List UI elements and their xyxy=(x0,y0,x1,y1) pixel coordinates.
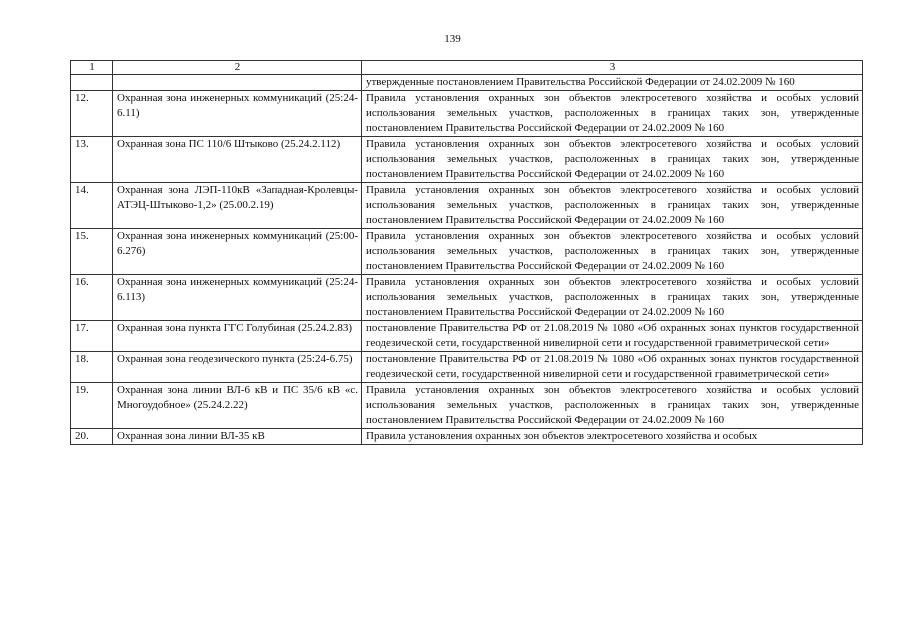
legal-basis: Правила установления охранных зон объектов электросетевого хозяйства и особых условий использования земельных участков, расположенных в границах таких зон, утвержденные постановлением Правительства Российской Федерации от 24.02.2009 № 160 xyxy=(362,91,863,137)
page-number: 139 xyxy=(444,33,461,45)
zone-name: Охранная зона линии ВЛ-6 кВ и ПС 35/6 кВ «с. Многоудобное» (25.24.2.22) xyxy=(113,383,362,429)
legal-basis: Правила установления охранных зон объектов электросетевого хозяйства и особых условий использования земельных участков, расположенных в границах таких зон, утвержденные постановлением Правительства Российской Федерации от 24.02.2009 № 160 xyxy=(362,275,863,321)
zones-table xyxy=(70,60,863,445)
row-number: 15. xyxy=(71,229,113,275)
table-row xyxy=(71,91,863,137)
zone-name: Охранная зона ЛЭП-110кВ «Западная-Кролевцы-АТЭЦ-Штыково-1,2» (25.00.2.19) xyxy=(113,183,362,229)
header-col-1: 1 xyxy=(71,61,113,75)
zone-name: Охранная зона ПС 110/6 Штыково (25.24.2.112) xyxy=(113,137,362,183)
zone-name: Охранная зона пункта ГГС Голубиная (25.24.2.83) xyxy=(113,321,362,352)
row-number: 12. xyxy=(71,91,113,137)
table-row xyxy=(71,352,863,383)
row-number: 19. xyxy=(71,383,113,429)
row-number: 14. xyxy=(71,183,113,229)
legal-basis: постановление Правительства РФ от 21.08.2019 № 1080 «Об охранных зонах пунктов государственной геодезической сети, государственной нивелирной сети и государственной гравиметрической сети» xyxy=(362,352,863,383)
row-number: 16. xyxy=(71,275,113,321)
table-row xyxy=(71,229,863,275)
table-row xyxy=(71,429,863,445)
table-row xyxy=(71,137,863,183)
legal-basis: Правила установления охранных зон объектов электросетевого хозяйства и особых условий использования земельных участков, расположенных в границах таких зон, утвержденные постановлением Правительства Российской Федерации от 24.02.2009 № 160 xyxy=(362,183,863,229)
legal-basis: постановление Правительства РФ от 21.08.2019 № 1080 «Об охранных зонах пунктов государственной геодезической сети, государственной нивелирной сети и государственной гравиметрической сети» xyxy=(362,321,863,352)
table-row xyxy=(71,383,863,429)
table-row xyxy=(71,183,863,229)
legal-basis: Правила установления охранных зон объектов электросетевого хозяйства и особых условий использования земельных участков, расположенных в границах таких зон, утвержденные постановлением Правительства Российской Федерации от 24.02.2009 № 160 xyxy=(362,383,863,429)
table-row xyxy=(71,75,863,91)
zone-name: Охранная зона инженерных коммуникаций (25:00-6.276) xyxy=(113,229,362,275)
zone-name: Охранная зона инженерных коммуникаций (25:24-6.113) xyxy=(113,275,362,321)
legal-basis: Правила установления охранных зон объектов электросетевого хозяйства и особых условий использования земельных участков, расположенных в границах таких зон, утвержденные постановлением Правительства Российской Федерации от 24.02.2009 № 160 xyxy=(362,229,863,275)
header-col-2: 2 xyxy=(113,61,362,75)
legal-basis: утвержденные постановлением Правительства Российской Федерации от 24.02.2009 № 160 xyxy=(362,75,863,91)
row-number: 13. xyxy=(71,137,113,183)
legal-basis: Правила установления охранных зон объектов электросетевого хозяйства и особых xyxy=(362,429,863,445)
row-number: 20. xyxy=(71,429,113,445)
zone-name: Охранная зона инженерных коммуникаций (25:24-6.11) xyxy=(113,91,362,137)
legal-basis: Правила установления охранных зон объектов электросетевого хозяйства и особых условий использования земельных участков, расположенных в границах таких зон, утвержденные постановлением Правительства Российской Федерации от 24.02.2009 № 160 xyxy=(362,137,863,183)
row-number xyxy=(71,75,113,91)
table-row xyxy=(71,321,863,352)
row-number: 17. xyxy=(71,321,113,352)
row-number: 18. xyxy=(71,352,113,383)
table-row xyxy=(71,275,863,321)
table-header-row xyxy=(71,61,863,75)
zone-name: Охранная зона линии ВЛ-35 кВ xyxy=(113,429,362,445)
zone-name xyxy=(113,75,362,91)
header-col-3: 3 xyxy=(362,61,863,75)
zone-name: Охранная зона геодезического пункта (25:24-6.75) xyxy=(113,352,362,383)
